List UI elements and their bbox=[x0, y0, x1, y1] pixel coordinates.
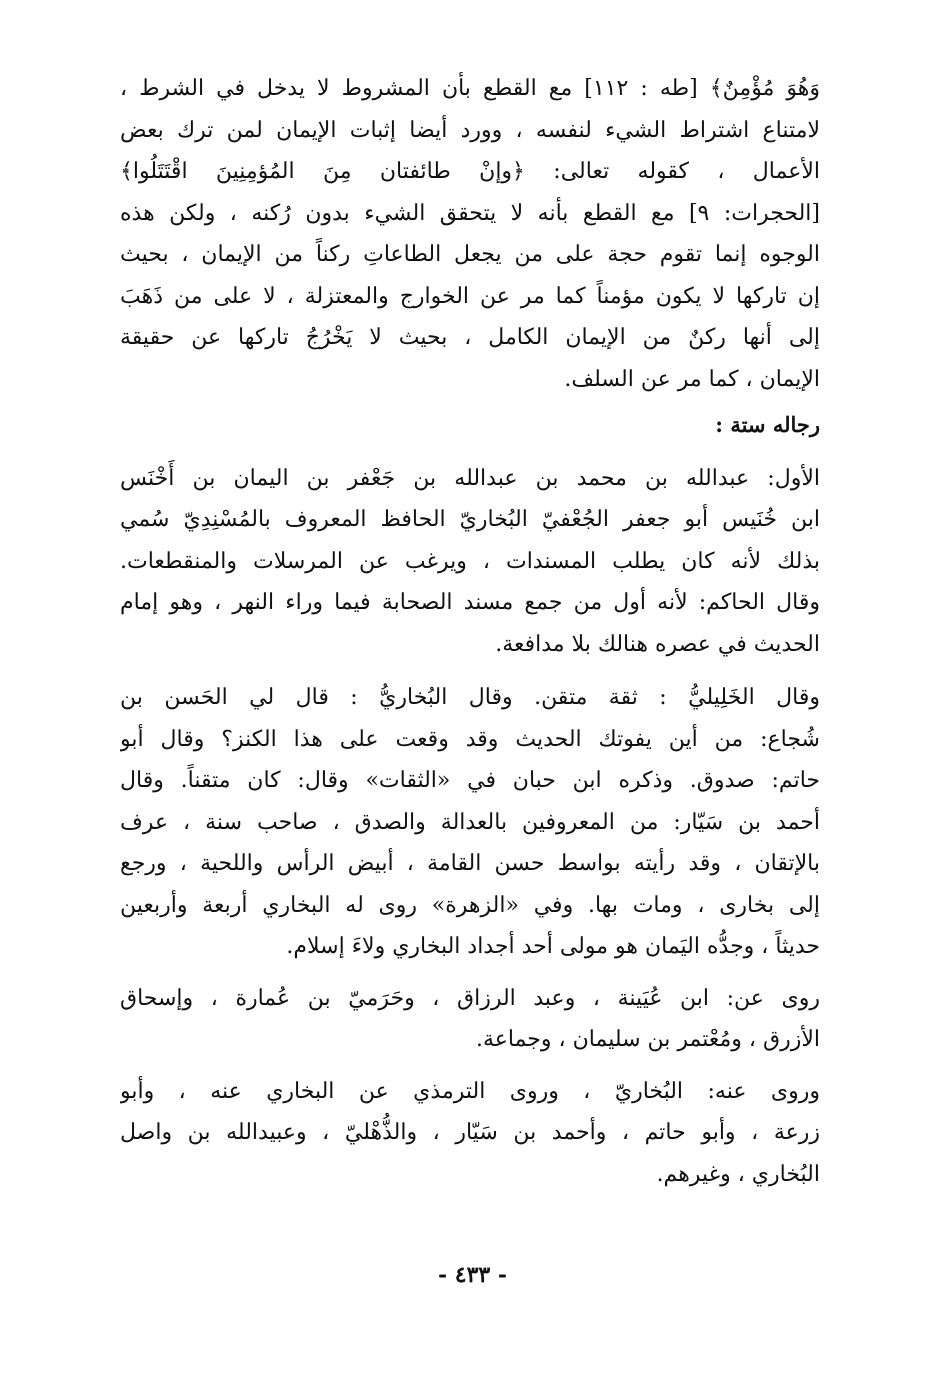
page-body bbox=[120, 68, 820, 1195]
paragraph-faith-argument bbox=[120, 68, 820, 400]
text-line: حاتم: صدوق. وذكره ابن حبان في «الثقات» وقال: كان متقناً. وقال bbox=[120, 768, 820, 793]
text-line: زرعة ، وأبو حاتم ، وأحمد بن سَيّار ، والذُّهْليّ ، وعبيدالله بن واصل bbox=[120, 1120, 820, 1145]
text-line: الإيمان ، كما مر عن السلف. bbox=[564, 366, 820, 392]
text-line: وروى عنه: البُخاريّ ، وروى الترمذي عن البخاري عنه ، وأبو bbox=[120, 1078, 820, 1104]
text-line: روى عن: ابن عُيَينة ، وعبد الرزاق ، وحَرَميّ بن عُمارة ، وإسحاق bbox=[120, 985, 820, 1011]
text-line: شُجاع: من أين يفوتك الحديث وقد وقعت على هذا الكنز؟ وقال أبو bbox=[120, 726, 820, 752]
text-line: الحديث في عصره هنالك بلا مدافعة. bbox=[495, 631, 820, 657]
text-line: أحمد بن سَيّار: من المعروفين بالعدالة والصدق ، صاحب سنة ، عرف bbox=[120, 809, 820, 835]
text-line: الأزرق ، ومُعْتمر بن سليمان ، وجماعة. bbox=[475, 1027, 820, 1052]
text-line: [الحجرات: ٩] مع القطع بأنه لا يتحقق الشيء بدون رُكنه ، ولكن هذه bbox=[120, 200, 820, 226]
text-line: إلى أنها ركنٌ من الإيمان الكامل ، بحيث لا يَخْرُجُ تاركها عن حقيقة bbox=[120, 325, 820, 350]
text-line: الأول: عبدالله بن محمد بن عبدالله بن جَعْفر بن اليمان بن أَخْنَس bbox=[120, 465, 820, 491]
text-line: الوجوه إنما تقوم حجة على من يجعل الطاعاتِ ركناً من الإيمان ، بحيث bbox=[120, 242, 820, 267]
text-line: وَهُوَ مُؤْمِنٌ﴾ [طه : ١١٢] مع القطع بأن المشروط لا يدخل في الشرط ، bbox=[120, 76, 820, 101]
paragraph-narrated-from bbox=[120, 978, 820, 1061]
text-line: إن تاركها لا يكون مؤمناً كما مر عن الخوارج والمعتزلة ، لا على من ذَهَبَ bbox=[120, 283, 820, 309]
text-line: لامتناع اشتراط الشيء لنفسه ، وورد أيضا إثبات الإيمان لمن ترك بعض bbox=[120, 117, 820, 143]
text-line: وقال الحاكم: لأنه أول من جمع مسند الصحابة فيما وراء النهر ، وهو إمام bbox=[120, 590, 820, 615]
text-line: وقال الخَلِيليُّ : ثقة متقن. وقال البُخاريُّ : قال لي الحَسن بن bbox=[120, 685, 820, 710]
section-heading: رجاله ستة : bbox=[715, 412, 820, 437]
text-line: الأعمال ، كقوله تعالى: ﴿وإنْ طائفتان مِنَ المُؤمِنِينَ اقْتَتَلُوا﴾ bbox=[120, 159, 820, 184]
page-number: - ٤٣٣ - bbox=[437, 1262, 508, 1288]
text-line: ابن خُنَيس أبو جعفر الجُعْفيّ البُخاريّ الحافظ المعروف بالمُسْنِدِيّ سُمي bbox=[120, 507, 820, 532]
paragraph-first-narrator bbox=[120, 458, 820, 666]
text-line: بذلك لأنه كان يطلب المسندات ، ويرغب عن المرسلات والمنقطعات. bbox=[120, 548, 820, 574]
text-line: البُخاري ، وغيرهم. bbox=[656, 1161, 820, 1187]
text-line: بالإتقان ، وقد رأيته بواسط حسن القامة ، أبيض الرأس واللحية ، ورجع bbox=[120, 851, 820, 876]
text-line: إلى بخارى ، ومات بها. وفي «الزهرة» روى له البخاري أربعة وأربعين bbox=[120, 892, 820, 918]
paragraph-narrator-assessment bbox=[120, 677, 820, 968]
paragraph-narrated-by bbox=[120, 1071, 820, 1196]
text-line: حديثاً ، وجدُّه اليَمان هو مولى أحد أجداد البخاري ولاءَ إسلام. bbox=[286, 934, 820, 959]
